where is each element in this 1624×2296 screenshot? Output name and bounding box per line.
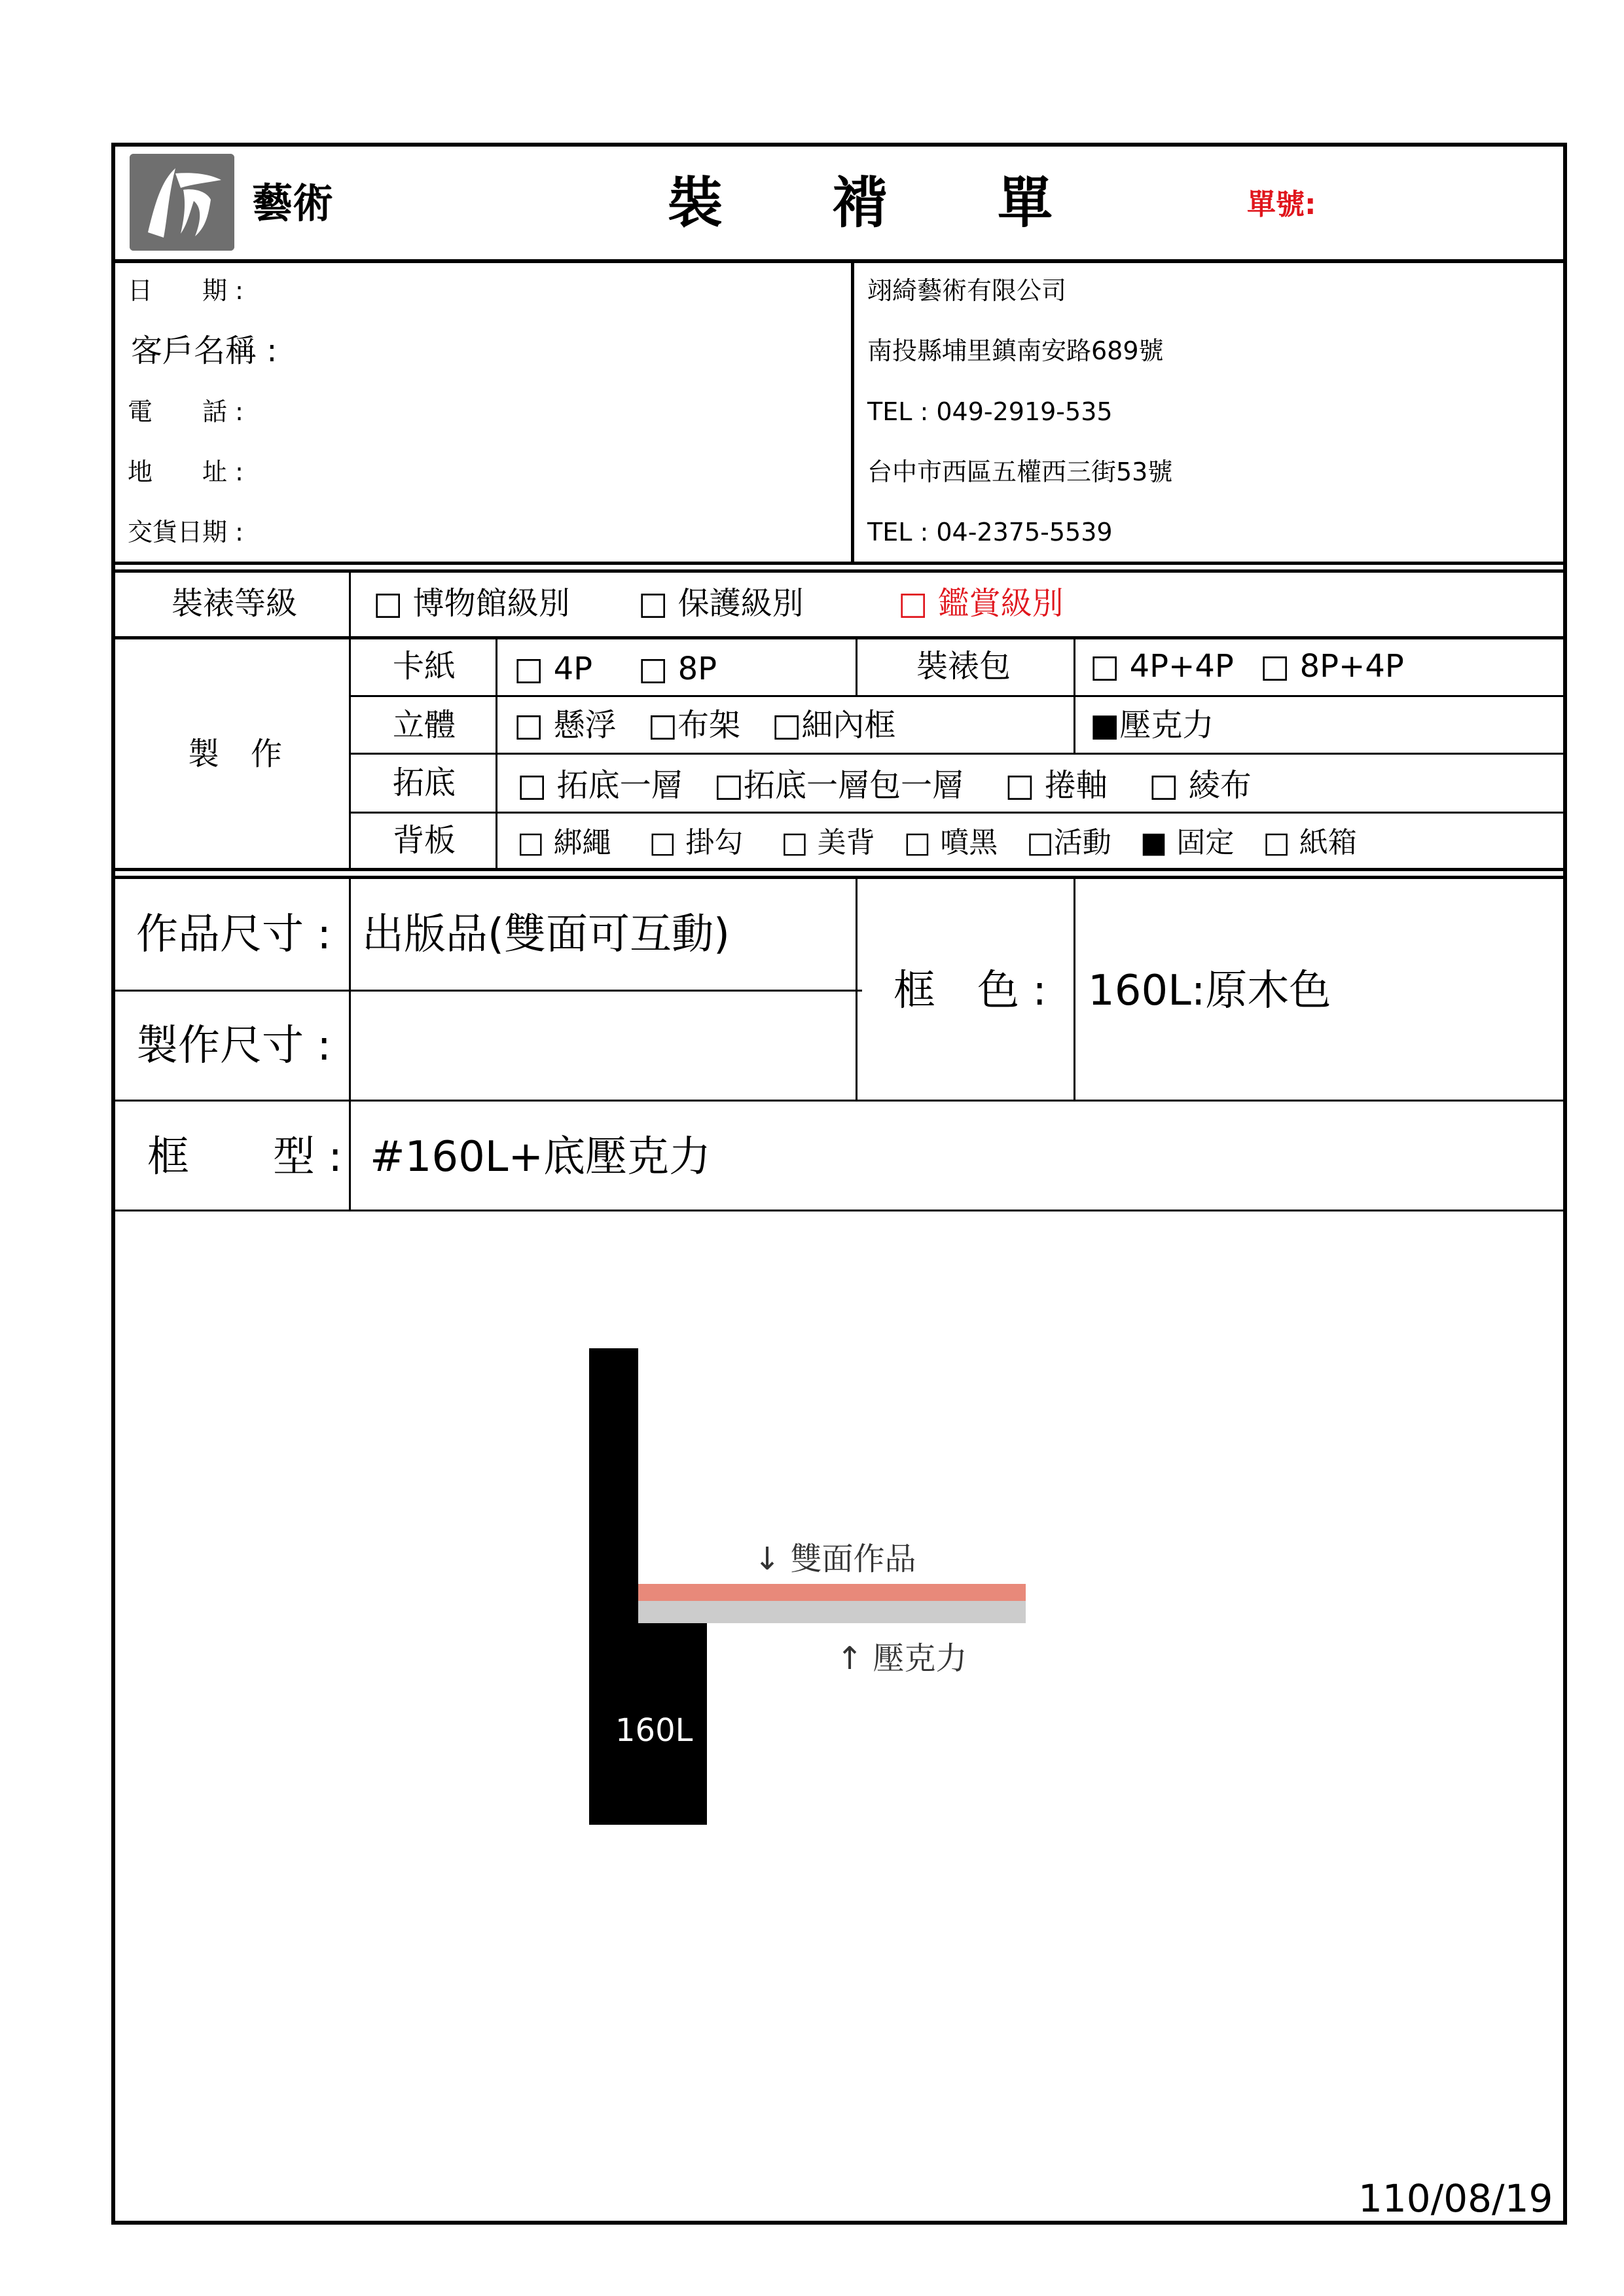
- backing-base-options[interactable]: □ 拓底一層 □拓底一層包一層 □ 捲軸 □ 綾布: [517, 767, 1252, 804]
- client-name-label: 客戶名稱 :: [131, 332, 278, 369]
- artwork-layer: [638, 1584, 1026, 1601]
- 3d-options[interactable]: □ 懸浮 □布架 □細內框: [514, 707, 896, 744]
- address-label: 地 址 :: [128, 457, 244, 486]
- grade-protection-option[interactable]: □ 保護級別: [638, 585, 804, 622]
- frame-color-value: 160L:原木色: [1088, 967, 1331, 1015]
- acrylic-layer: [638, 1601, 1026, 1623]
- mat-4p-option[interactable]: □ 4P: [514, 651, 593, 687]
- mat-board-label: 卡紙: [393, 648, 456, 685]
- artwork-annotation: ↓ 雙面作品: [754, 1541, 916, 1577]
- footer-date: 110/08/19: [1358, 2176, 1553, 2221]
- company-tel-1: TEL : 049-2919-535: [867, 397, 1113, 426]
- backing-base-label: 拓底: [393, 764, 456, 801]
- 3d-label: 立體: [393, 707, 456, 744]
- acrylic-annotation: ↑ 壓克力: [837, 1640, 967, 1677]
- frame-profile-label: 160L: [615, 1712, 693, 1749]
- mat-8p-option[interactable]: □ 8P: [638, 651, 717, 687]
- work-size-value: 出版品(雙面可互動): [362, 910, 730, 959]
- back-board-label: 背板: [393, 822, 456, 859]
- grade-museum-option[interactable]: □ 博物館級別: [373, 585, 570, 622]
- date-label: 日 期 :: [128, 276, 244, 305]
- logo-text: 藝術: [252, 179, 334, 227]
- grade-appreciation-option[interactable]: □ 鑑賞級別: [898, 585, 1064, 622]
- company-address-1: 南投縣埔里鎮南安路689號: [867, 336, 1164, 365]
- phone-label: 電 話 :: [128, 397, 244, 426]
- frame-color-label: 框 色 :: [893, 967, 1047, 1015]
- frame-type-label: 框 型 :: [147, 1133, 342, 1181]
- back-board-options[interactable]: □ 綁繩 □ 掛勾 □ 美背 □ 噴黑 □活動 ■ 固定 □ 紙箱: [517, 826, 1357, 859]
- pack-4p4p-option[interactable]: □ 4P+4P: [1090, 648, 1234, 685]
- pack-8p4p-option[interactable]: □ 8P+4P: [1260, 648, 1404, 685]
- company-tel-2: TEL : 04-2375-5539: [867, 518, 1113, 547]
- company-address-2: 台中市西區五權西三街53號: [867, 457, 1173, 486]
- page-title: 裝 褙 單: [668, 171, 1053, 235]
- grade-label: 裝裱等級: [171, 585, 298, 622]
- acrylic-option-checked[interactable]: ■壓克力: [1090, 707, 1214, 744]
- work-size-label: 作品尺寸 :: [136, 910, 331, 959]
- make-size-label: 製作尺寸 :: [136, 1022, 331, 1070]
- frame-profile-vertical: [589, 1348, 638, 1825]
- production-label: 製 作: [188, 736, 283, 772]
- frame-type-value: #160L+底壓克力: [370, 1133, 712, 1181]
- delivery-date-label: 交貨日期 :: [128, 518, 244, 547]
- company-name: 翊綺藝術有限公司: [867, 276, 1067, 305]
- mount-pack-label: 裝裱包: [916, 648, 1011, 685]
- order-form: [111, 143, 1567, 2225]
- order-number-label: 單號:: [1247, 188, 1316, 221]
